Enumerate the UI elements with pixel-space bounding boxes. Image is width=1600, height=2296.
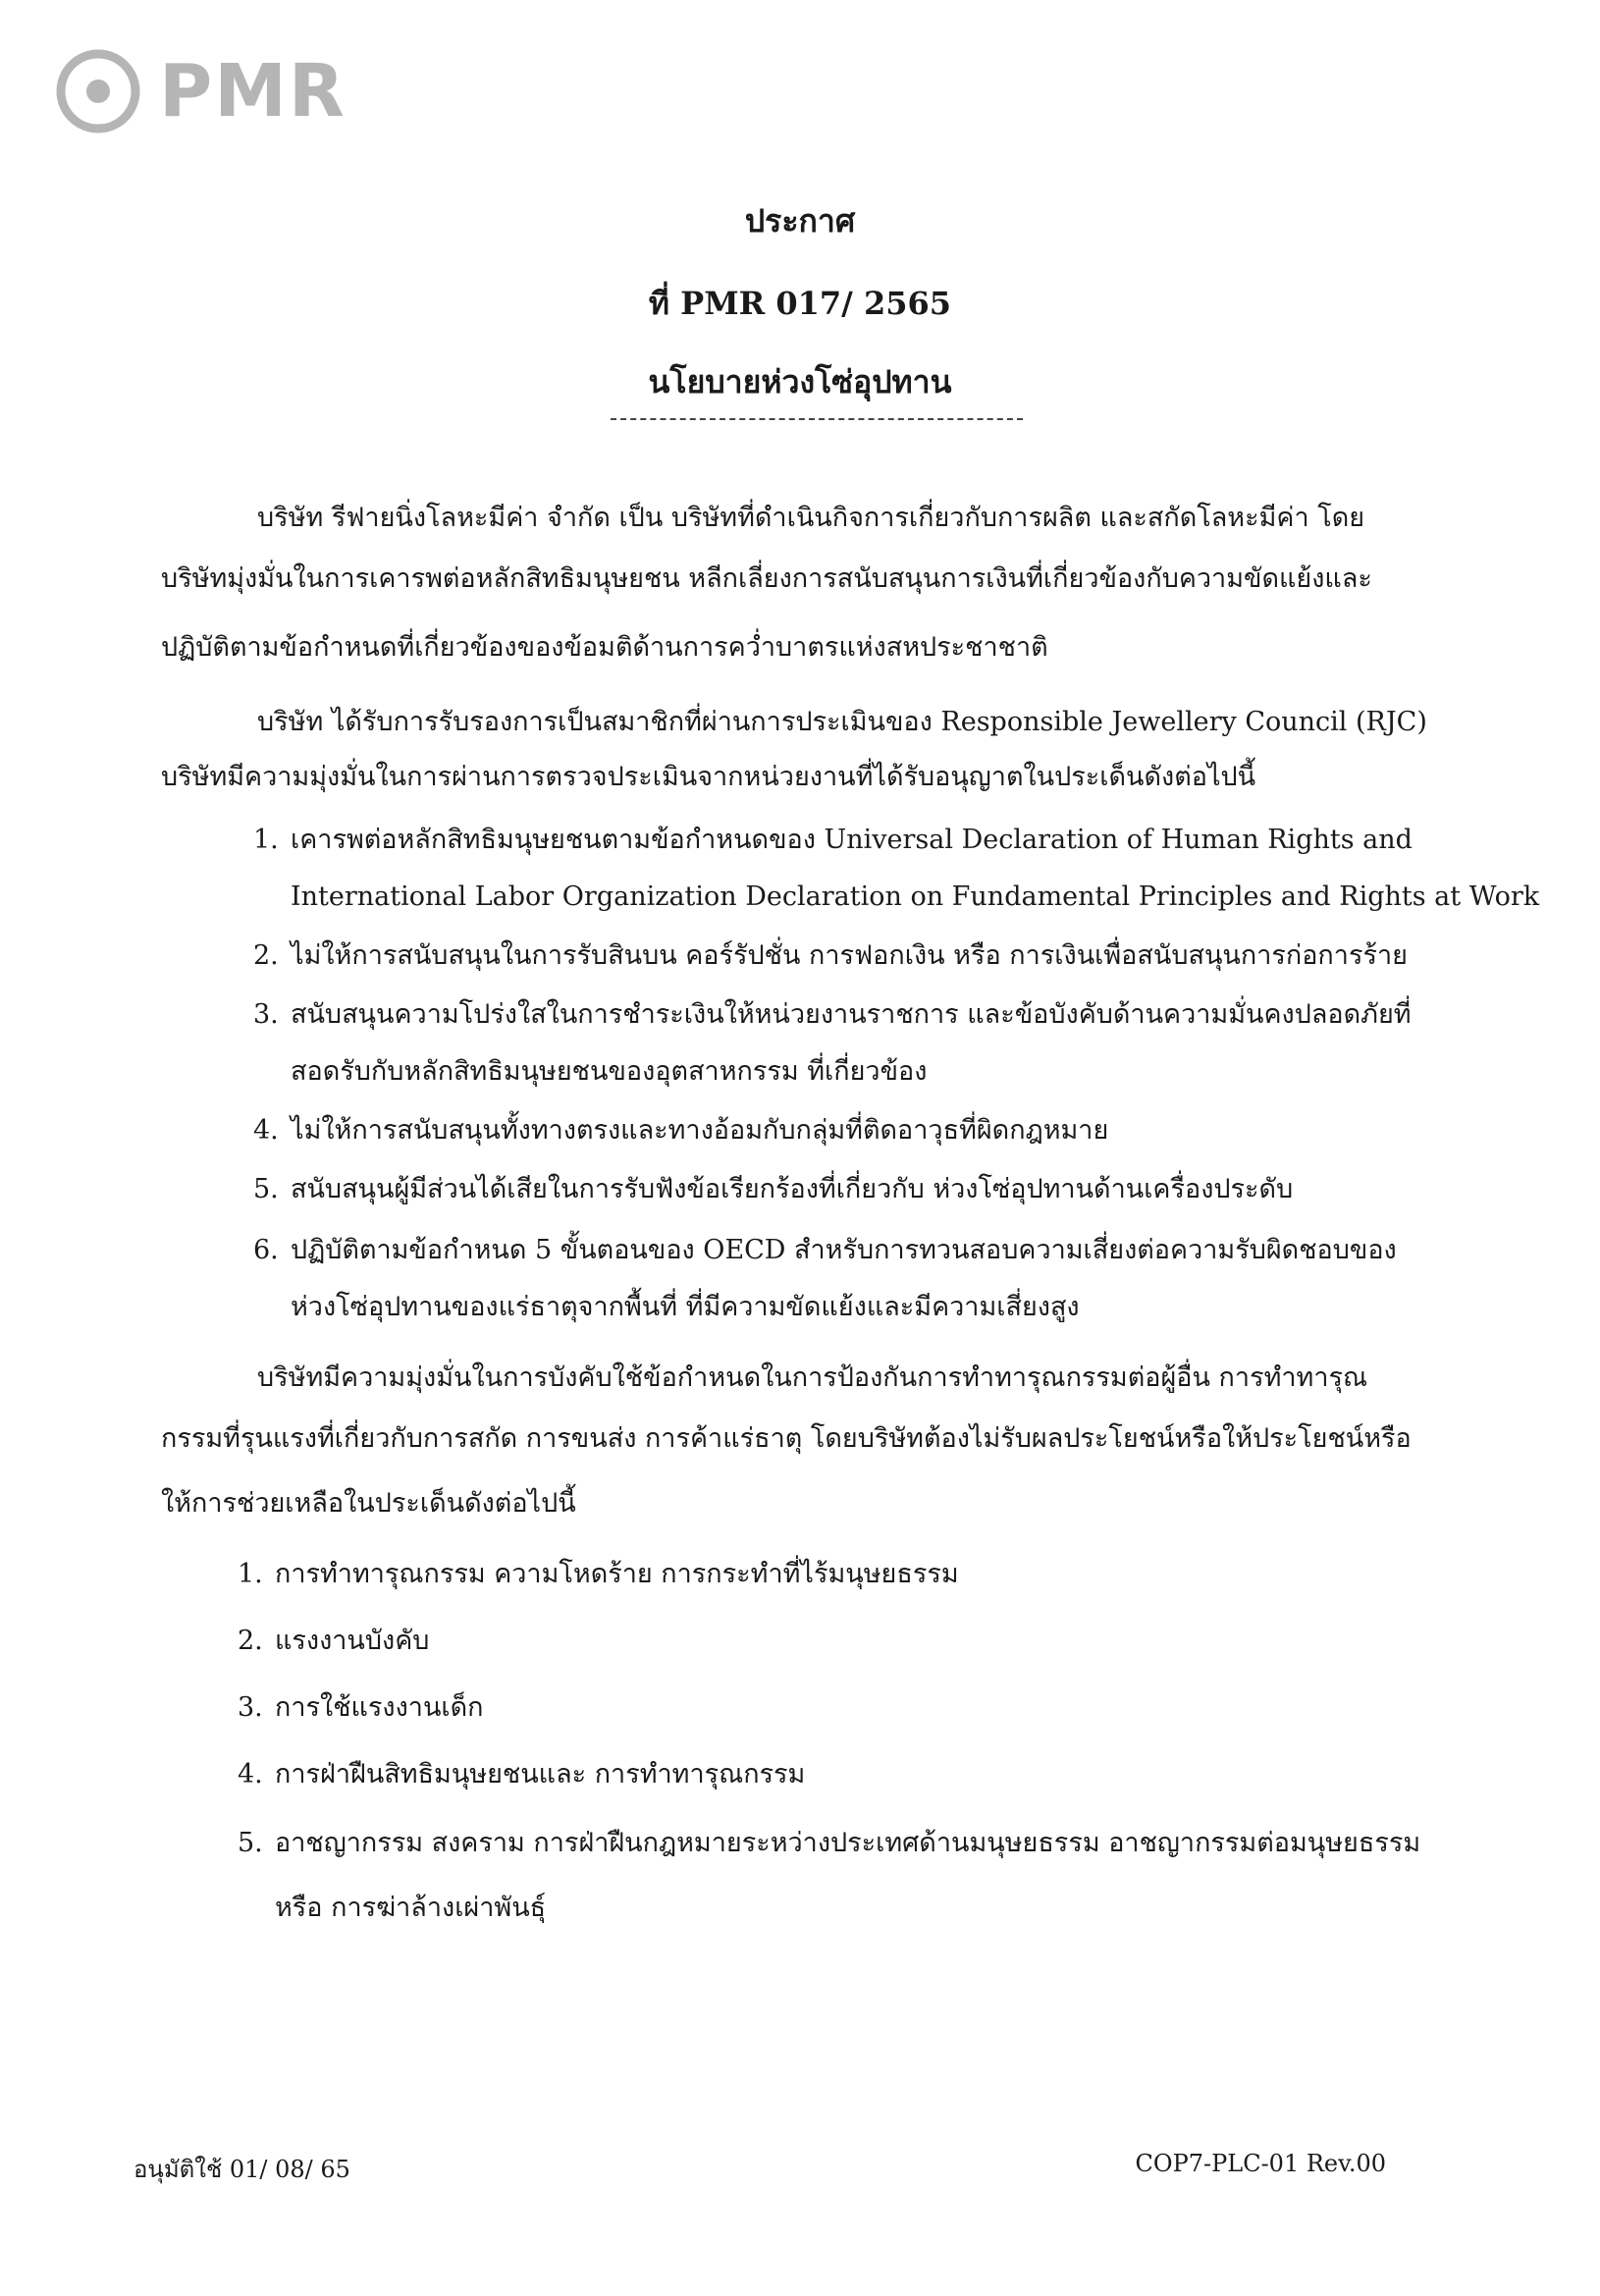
paragraph-2-line-1: บริษัท ได้รับการรับรองการเป็นสมาชิกที่ผ่านการประเมินของ Responsible Jewellery Council (RJC) [257,707,1427,737]
list1-item-6-line-1: ปฏิบัติตามข้อกำหนด 5 ขั้นตอนของ OECD สำหรับการทวนสอบความเสี่ยงต่อความรับผิดชอบของ [291,1235,1397,1265]
list1-item-6-line-2: ห่วงโซ่อุปทานของแร่ธาตุจากพื้นที่ ที่มีความขัดแย้งและมีความเสี่ยงสูง [291,1292,1080,1322]
paragraph-3-line-2: กรรมที่รุนแรงที่เกี่ยวกับการสกัด การขนส่ง การค้าแร่ธาตุ โดยบริษัทต้องไม่รับผลประโยชน์หรือให้ประโยชน์หรือ [161,1423,1412,1454]
title-divider [611,418,1023,420]
list1-number: 6. [253,1235,279,1265]
list2-item-3-line-1: การใช้แรงงานเด็ก [275,1692,484,1723]
document-title: ประกาศ [744,202,856,240]
list1-item-5-line-1: สนับสนุนผู้มีส่วนได้เสียในการรับฟังข้อเรียกร้องที่เกี่ยวกับ ห่วงโซ่อุปทานด้านเครื่องประดับ [291,1174,1294,1204]
paragraph-1-line-2: บริษัทมุ่งมั่นในการเคารพต่อหลักสิทธิมนุษยชน หลีกเลี่ยงการสนับสนุนการเงินที่เกี่ยวข้องกับความขัดแย้งและ [161,563,1372,594]
list1-number: 1. [253,825,279,855]
approval-date: อนุมัติใช้ 01/ 08/ 65 [133,2156,350,2183]
paragraph-1-line-1: บริษัท รีฟายนิ่งโลหะมีค่า จำกัด เป็น บริษัทที่ดำเนินกิจการเกี่ยวกับการผลิต และสกัดโลหะมีค่า โดย [257,503,1365,533]
paragraph-2-line-2: บริษัทมีความมุ่งมั่นในการผ่านการตรวจประเมินจากหน่วยงานที่ได้รับอนุญาตในประเด็นดังต่อไปนี้ [161,762,1256,792]
list2-number: 1. [238,1559,263,1589]
list2-number: 3. [238,1692,263,1723]
list1-item-2-line-1: ไม่ให้การสนับสนุนในการรับสินบน คอร์รัปชั่น การฟอกเงิน หรือ การเงินเพื่อสนับสนุนการก่อการร้าย [291,940,1408,971]
list2-item-5-line-1: อาชญากรรม สงคราม การฝ่าฝืนกฎหมายระหว่างประเทศด้านมนุษยธรรม อาชญากรรมต่อมนุษยธรรม [275,1828,1421,1858]
list1-item-3-line-2: สอดรับกับหลักสิทธิมนุษยชนของอุตสาหกรรม ที่เกี่ยวข้อง [291,1056,928,1087]
list1-item-1-line-2: International Labor Organization Declaration on Fundamental Principles and Rights at Work [291,881,1540,912]
paragraph-1-line-3: ปฏิบัติตามข้อกำหนดที่เกี่ยวข้องของข้อมติด้านการคว่ำบาตรแห่งสหประชาชาติ [161,632,1048,663]
list2-number: 5. [238,1828,263,1858]
list1-number: 3. [253,999,279,1030]
list2-item-2-line-1: แรงงานบังคับ [275,1626,430,1656]
list2-item-4-line-1: การฝ่าฝืนสิทธิมนุษยชนและ การทำทารุณกรรม [275,1759,806,1789]
pmr-circle-logo-icon [51,44,145,138]
paragraph-3-line-1: บริษัทมีความมุ่งมั่นในการบังคับใช้ข้อกำหนดในการป้องกันการทำทารุณกรรมต่อผู้อื่น การทำทารุณ [257,1362,1368,1393]
list1-item-4-line-1: ไม่ให้การสนับสนุนทั้งทางตรงและทางอ้อมกับกลุ่มที่ติดอาวุธที่ผิดกฎหมาย [291,1115,1109,1146]
list1-number: 5. [253,1174,279,1204]
list1-item-3-line-1: สนับสนุนความโปร่งใสในการชำระเงินให้หน่วยงานราชการ และข้อบังคับด้านความมั่นคงปลอดภัยที่ [291,999,1412,1030]
logo-text: PMR [159,49,347,133]
list2-number: 2. [238,1626,263,1656]
document-subject: นโยบายห่วงโซ่อุปทาน [648,363,952,400]
list1-item-1-line-1: เคารพต่อหลักสิทธิมนุษยชนตามข้อกำหนดของ Universal Declaration of Human Rights and [291,825,1413,855]
document-code: COP7-PLC-01 Rev.00 [1135,2150,1386,2177]
paragraph-3-line-3: ให้การช่วยเหลือในประเด็นดังต่อไปนี้ [161,1488,576,1519]
document-number: ที่ PMR 017/ 2565 [648,285,952,322]
list2-item-1-line-1: การทำทารุณกรรม ความโหดร้าย การกระทำที่ไร้มนุษยธรรม [275,1559,959,1589]
list2-number: 4. [238,1759,263,1789]
list2-item-5-line-2: หรือ การฆ่าล้างเผ่าพันธุ์ [275,1893,547,1923]
list1-number: 2. [253,940,279,971]
company-logo [51,37,347,145]
list1-number: 4. [253,1115,279,1146]
